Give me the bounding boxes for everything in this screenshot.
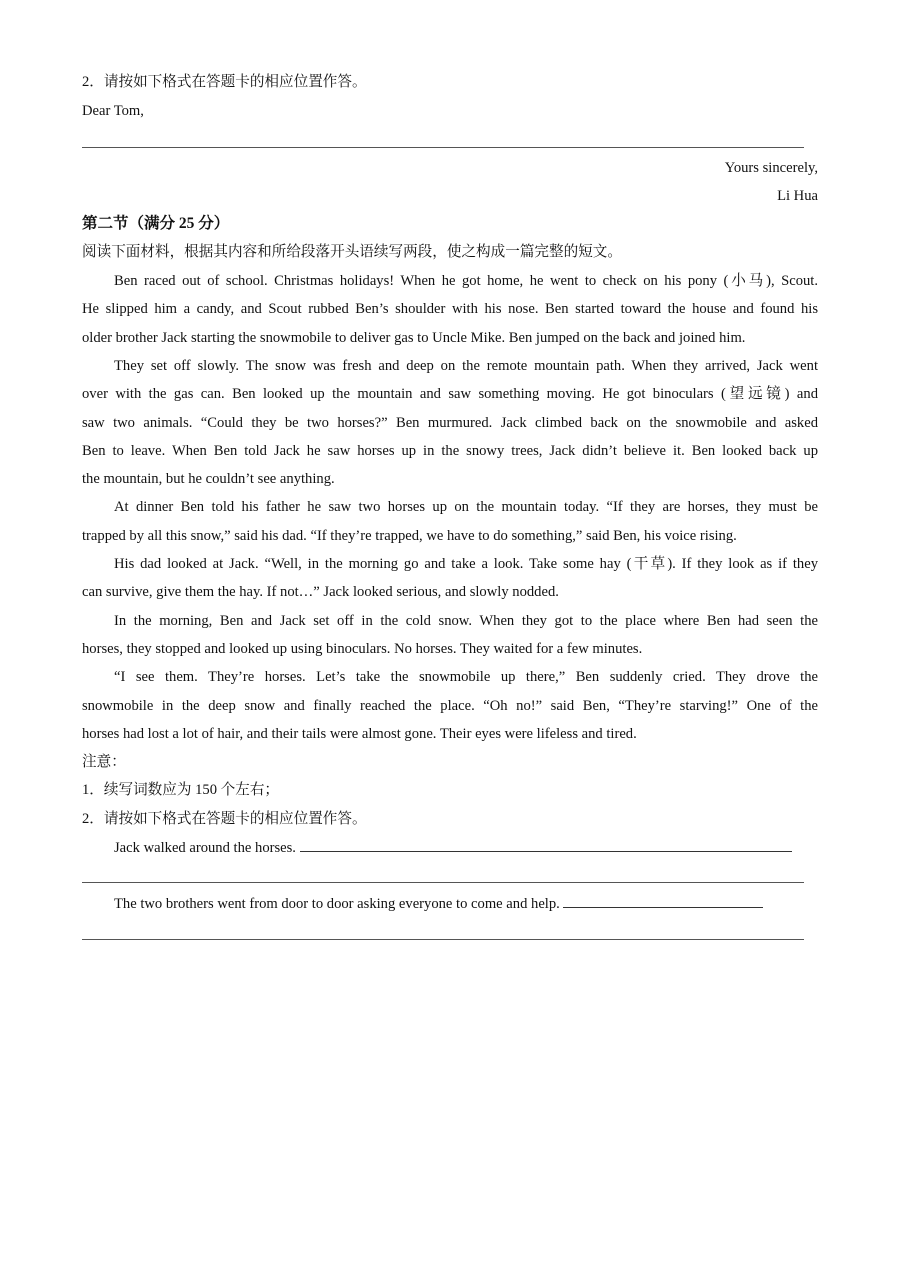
answer-line	[82, 147, 804, 148]
paragraph-line: “I see them. They’re horses. Let’s take the snowmobile up there,” Ben suddenly cried. They drove the	[114, 669, 818, 686]
prompt-2-text: The two brothers went from door to door asking everyone to come and help.	[114, 896, 560, 912]
paragraph-line: They set off slowly. The snow was fresh and deep on the remote mountain path. When they arrived, Jack went	[114, 357, 818, 374]
paragraph-line: horses, they stopped and looked up using binoculars. No horses. They waited for a few minutes.	[82, 640, 643, 657]
continuation-prompt-1	[114, 833, 818, 861]
note-item: 1．续写词数应为 150 个左右；	[82, 782, 280, 798]
paragraph-line: At dinner Ben told his father he saw two horses up on the mountain today. “If they are horses, they must be	[114, 499, 818, 516]
paragraph-line: older brother Jack starting the snowmobile to deliver gas to Uncle Mike. Ben jumped on the back and joined him.	[82, 329, 746, 346]
answer-blank	[300, 833, 792, 852]
note-item: 2．请按如下格式在答题卡的相应位置作答。	[82, 811, 367, 827]
paragraph-line: over with the gas can. Ben looked up the mountain and saw something moving. He got binoculars (望远镜) and	[82, 386, 818, 403]
answer-blank	[563, 889, 763, 908]
paragraph-line: snowmobile in the deep snow and finally reached the place. “Oh no!” said Ben, “They’re starving!” One of the	[82, 697, 818, 714]
paragraph-line: He slipped him a candy, and Scout rubbed Ben’s shoulder with his nose. Ben started toward the house and found his	[82, 301, 818, 318]
answer-line	[82, 939, 804, 940]
letter-instruction: 2．请按如下格式在答题卡的相应位置作答。	[82, 74, 367, 90]
letter-signature: Li Hua	[777, 188, 818, 204]
paragraph-line: can survive, give them the hay. If not…” Jack looked serious, and slowly nodded.	[82, 584, 559, 601]
notes-label: 注意：	[82, 754, 126, 770]
paragraph-line: Ben raced out of school. Christmas holidays! When he got home, he went to check on his pony (小马), Scout.	[114, 273, 818, 289]
paragraph-line: In the morning, Ben and Jack set off in the cold snow. When they got to the place where Ben had seen the	[114, 612, 818, 629]
letter-closing: Yours sincerely,	[724, 160, 818, 176]
continuation-prompt-2	[114, 889, 818, 917]
answer-line	[82, 882, 804, 883]
paragraph-line: His dad looked at Jack. “Well, in the morning go and take a look. Take some hay (干草). If they look as if they	[114, 556, 818, 572]
letter-greeting: Dear Tom,	[82, 103, 144, 119]
paragraph-line: Ben to leave. When Ben told Jack he saw horses up in the snowy trees, Jack didn’t believe it. Ben looked back up	[82, 442, 818, 459]
paragraph-line: the mountain, but he couldn’t see anything.	[82, 471, 335, 488]
section-heading: 第二节（满分 25 分）	[82, 215, 230, 232]
section-instruction: 阅读下面材料，根据其内容和所给段落开头语续写两段，使之构成一篇完整的短文。	[82, 244, 622, 260]
paragraph-line: saw two animals. “Could they be two horses?” Ben murmured. Jack climbed back on the snowmobile and asked	[82, 414, 818, 431]
paragraph-line: horses had lost a lot of hair, and their tails were almost gone. Their eyes were lifeless and tired.	[82, 725, 637, 742]
prompt-1-text: Jack walked around the horses.	[114, 840, 296, 856]
paragraph-line: trapped by all this snow,” said his dad. “If they’re trapped, we have to do something,” said Ben, his voice rising.	[82, 527, 737, 544]
